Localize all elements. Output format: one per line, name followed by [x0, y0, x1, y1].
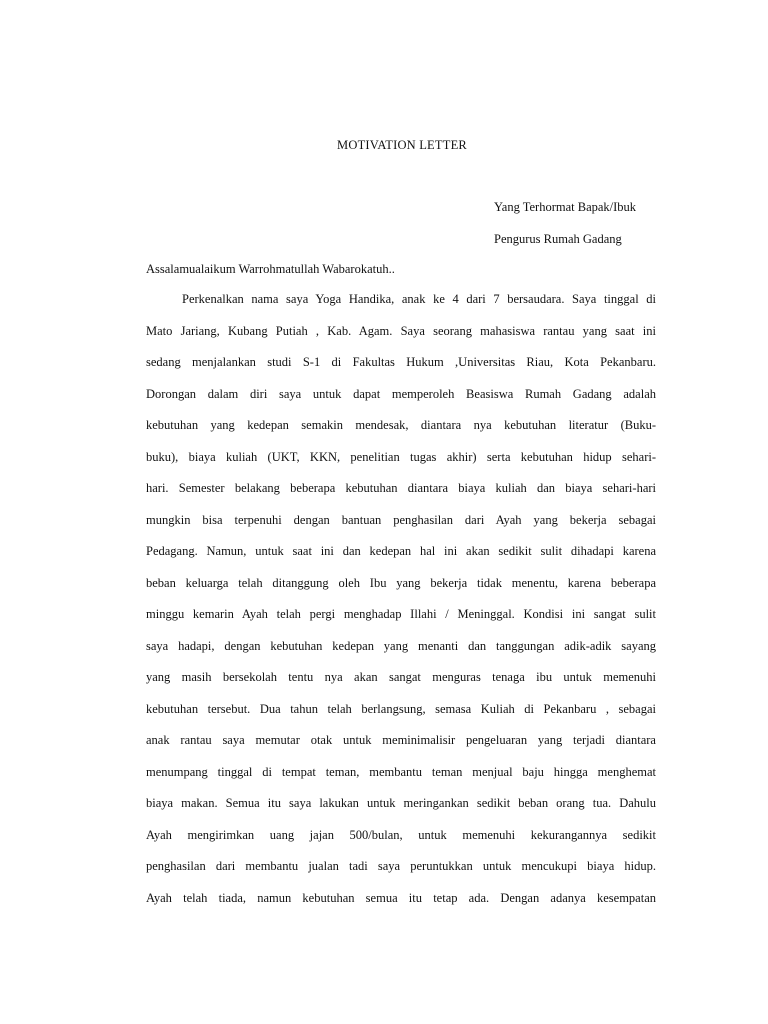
- body-line: sedang menjalankan studi S-1 di Fakultas Hukum ,Universitas Riau, Kota Pekanbaru.: [146, 355, 656, 369]
- body-line: buku), biaya kuliah (UKT, KKN, penelitian tugas akhir) serta kebutuhan hidup sehari-: [146, 449, 656, 464]
- body-line: Ayah telah tiada, namun kebutuhan semua itu tetap ada. Dengan adanya kesempatan: [146, 890, 656, 905]
- letter-body: [146, 290, 656, 920]
- body-line: saya hadapi, dengan kebutuhan kedepan yang menanti dan tanggungan adik-adik sayang: [146, 638, 656, 653]
- body-line: minggu kemarin Ayah telah pergi menghadap Illahi / Meninggal. Kondisi ini sangat sulit: [146, 607, 656, 621]
- body-line: beban keluarga telah ditanggung oleh Ibu yang bekerja tidak menentu, karena beberapa: [146, 575, 656, 590]
- body-line: biaya makan. Semua itu saya lakukan untuk meringankan sedikit beban orang tua. Dahulu: [146, 796, 656, 810]
- body-line: Dorongan dalam diri saya untuk dapat memperoleh Beasiswa Rumah Gadang adalah: [146, 386, 656, 401]
- body-line: yang masih bersekolah tentu nya akan sangat menguras tenaga ibu untuk memenuhi: [146, 670, 656, 684]
- letter-title: MOTIVATION LETTER: [337, 138, 467, 152]
- body-line: Perkenalkan nama saya Yoga Handika, anak ke 4 dari 7 bersaudara. Saya tinggal di: [182, 292, 656, 306]
- body-line: penghasilan dari membantu jualan tadi saya peruntukkan untuk mencukupi biaya hidup.: [146, 859, 656, 873]
- body-line: kebutuhan yang kedepan semakin mendesak, diantara nya kebutuhan literatur (Buku-: [146, 418, 656, 432]
- body-line: anak rantau saya memutar otak untuk meminimalisir pengeluaran yang terjadi diantara: [146, 733, 656, 747]
- addressee-line-1: Yang Terhormat Bapak/Ibuk: [494, 200, 637, 214]
- body-line: Pedagang. Namun, untuk saat ini dan kedepan hal ini akan sedikit sulit dihadapi karena: [146, 544, 656, 558]
- body-line: hari. Semester belakang beberapa kebutuhan diantara biaya kuliah dan biaya sehari-hari: [146, 481, 656, 495]
- body-line: Ayah mengirimkan uang jajan 500/bulan, untuk memenuhi kekurangannya sedikit: [146, 827, 656, 842]
- body-line: mungkin bisa terpenuhi dengan bantuan penghasilan dari Ayah yang bekerja sebagai: [146, 512, 656, 527]
- body-line: kebutuhan tersebut. Dua tahun telah berlangsung, semasa Kuliah di Pekanbaru , sebagai: [146, 701, 656, 716]
- body-line: menumpang tinggal di tempat teman, membantu teman menjual baju hingga menghemat: [146, 764, 656, 779]
- addressee-line-2: Pengurus Rumah Gadang: [494, 232, 622, 246]
- body-line: Mato Jariang, Kubang Putiah , Kab. Agam. Saya seorang mahasiswa rantau yang saat ini: [146, 323, 656, 338]
- salutation: Assalamualaikum Warrohmatullah Wabarokatuh..: [146, 262, 395, 276]
